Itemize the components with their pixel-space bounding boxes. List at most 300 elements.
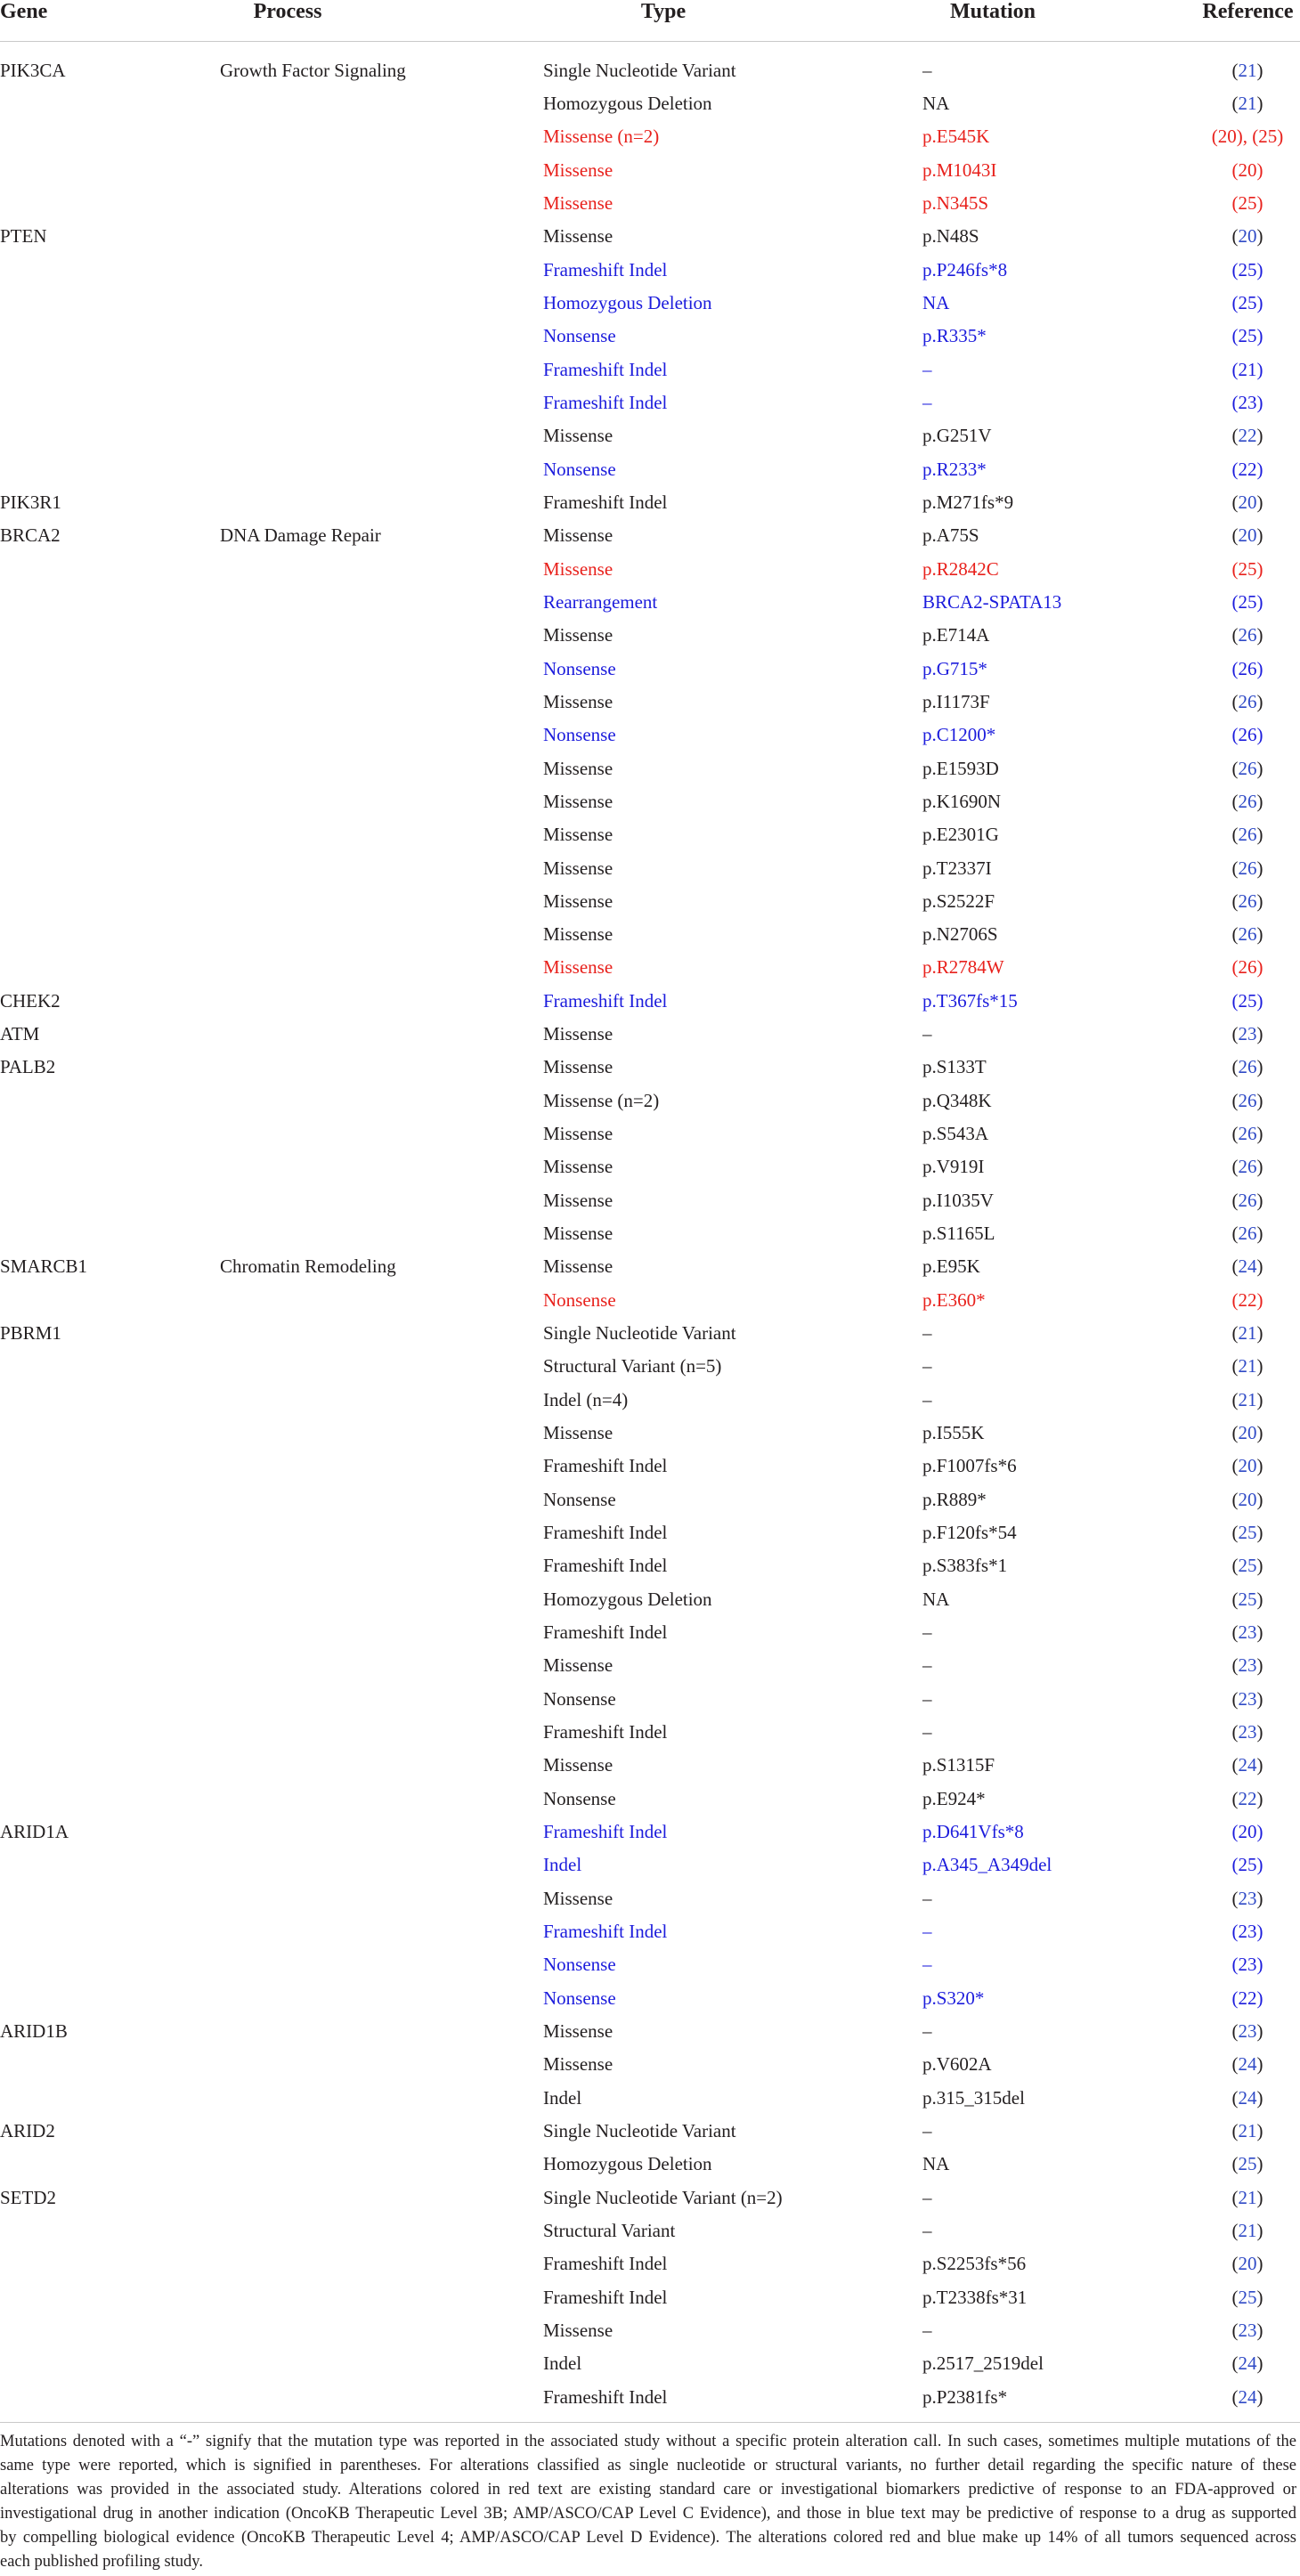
mutation-cell: p.315_315del [922,2086,1025,2109]
citation-number[interactable]: 23 [1238,2319,1257,2341]
reference-link[interactable]: (25) [1231,291,1263,313]
type-cell: Missense [543,191,613,214]
citation-punctuation: ) [1256,1588,1263,1610]
mutation-cell: – [922,1687,932,1710]
type-cell: Rearrangement [543,590,658,613]
citation-punctuation: ( [1231,2319,1239,2341]
citation-punctuation: ( [1231,1388,1239,1410]
type-cell: Frameshift Indel [543,2253,668,2275]
citation-punctuation: ) [1256,2186,1263,2208]
mutation-cell: p.P246fs*8 [922,258,1008,280]
reference-link[interactable]: (25) [1231,325,1263,347]
citation-punctuation: ( [1231,1189,1239,1211]
type-cell: Indel [543,1854,582,1876]
mutation-cell: p.D641Vfs*8 [922,1821,1024,1843]
reference-link[interactable] [1198,686,1296,719]
citation-number[interactable]: 22 [1238,1787,1257,1809]
citation-punctuation: ( [1231,1621,1239,1644]
citation-number[interactable]: 25 [1238,1555,1257,1577]
citation-number[interactable]: 26 [1238,890,1257,912]
citation-number[interactable]: 24 [1238,2086,1257,2109]
table-row [0,486,1300,519]
reference-link[interactable] [1198,1317,1296,1350]
mutation-cell: p.V919I [922,1156,985,1178]
type-cell: Nonsense [543,724,616,746]
reference-link[interactable] [1198,1350,1296,1383]
reference-link[interactable] [1198,519,1296,552]
citation-number[interactable]: 24 [1238,1754,1257,1776]
reference-link[interactable] [1198,818,1296,851]
table-row [0,1317,1300,1350]
citation-number[interactable]: 20 [1238,1488,1257,1510]
citation-number[interactable]: 21 [1238,1322,1257,1345]
citation-number[interactable]: 26 [1238,1223,1257,1245]
citation-punctuation: ( [1231,890,1239,912]
mutation-cell: p.N48S [922,225,979,248]
type-cell: Missense [543,757,613,779]
table-row [0,353,1300,386]
citation-punctuation: ( [1231,1455,1239,1477]
citation-punctuation: ( [1231,1754,1239,1776]
type-cell: Missense [543,1023,613,1045]
type-cell: Homozygous Deletion [543,92,712,114]
mutation-cell: p.R2842C [922,557,999,580]
type-cell: Missense [543,923,613,946]
reference-link[interactable] [1198,2048,1296,2081]
reference-link[interactable] [1198,619,1296,652]
reference-link[interactable]: (23) [1231,1921,1263,1942]
citation-number[interactable]: 21 [1238,59,1257,81]
citation-number[interactable]: 25 [1238,1522,1257,1544]
mutation-cell: p.P2381fs* [922,2385,1008,2408]
table-row [0,1683,1300,1716]
mutation-cell: p.G251V [922,425,992,447]
citation-number[interactable]: 26 [1238,923,1257,946]
table-row [0,1417,1300,1450]
citation-punctuation: ( [1231,1654,1239,1677]
citation-punctuation: ) [1256,225,1263,248]
type-cell: Missense [543,425,613,447]
mutation-cell: p.N345S [922,191,989,214]
citation-number[interactable]: 25 [1238,2153,1257,2175]
citation-punctuation: ) [1256,425,1263,447]
citation-number[interactable]: 20 [1238,1455,1257,1477]
citation-number[interactable]: 23 [1238,1654,1257,1677]
mutation-cell: p.E714A [922,624,990,646]
citation-number[interactable]: 25 [1238,2286,1257,2308]
reference-link[interactable] [1198,1882,1296,1915]
table-row [0,54,1300,87]
process-cell: Growth Factor Signaling [220,59,406,81]
table-row [0,2247,1300,2280]
citation-number[interactable]: 23 [1238,1023,1257,1045]
table-row [0,1915,1300,1948]
type-cell: Homozygous Deletion [543,291,712,313]
citation-number[interactable]: 21 [1238,1355,1257,1377]
citation-punctuation: ) [1256,1056,1263,1078]
citation-number[interactable]: 21 [1238,1388,1257,1410]
reference-link[interactable] [1198,2148,1296,2181]
table-row [0,1549,1300,1582]
mutation-cell: p.E95K [922,1255,980,1278]
table-row [0,1516,1300,1549]
reference-link[interactable] [1198,1516,1296,1549]
citation-punctuation: ( [1231,2153,1239,2175]
header-divider [0,41,1300,42]
mutation-cell: p.K1690N [922,790,1002,812]
mutation-cell: – [922,1954,932,1976]
citation-punctuation: ) [1256,1621,1263,1644]
reference-link[interactable] [1198,2381,1296,2414]
reference-link[interactable] [1198,1184,1296,1217]
reference-link[interactable] [1198,1749,1296,1782]
reference-link[interactable] [1198,1783,1296,1816]
citation-punctuation: ) [1256,1422,1263,1444]
citation-number[interactable]: 26 [1238,690,1257,712]
mutation-cell: p.T2337I [922,857,992,879]
reference-link[interactable] [1198,1051,1296,1084]
table-row [0,1450,1300,1483]
citation-punctuation: ) [1256,59,1263,81]
reference-link[interactable]: (25) [1231,590,1263,613]
table-row [0,1583,1300,1616]
reference-link[interactable] [1198,54,1296,87]
citation-punctuation: ( [1231,491,1239,513]
citation-punctuation: ) [1256,92,1263,114]
mutation-cell: NA [922,1588,950,1610]
citation-punctuation: ) [1256,1355,1263,1377]
mutation-cell: p.R233* [922,458,987,480]
citation-number[interactable]: 23 [1238,1887,1257,1909]
mutation-cell: – [922,1887,932,1909]
table-row [0,287,1300,320]
reference-link[interactable] [1198,220,1296,253]
citation-number[interactable]: 26 [1238,1189,1257,1211]
citation-number[interactable]: 26 [1238,1056,1257,1078]
citation-punctuation: ( [1231,1089,1239,1111]
reference-link[interactable]: (25) [1231,258,1263,280]
gene-cell: PBRM1 [0,1322,61,1345]
citation-punctuation: ( [1231,757,1239,779]
citation-punctuation: ( [1231,1721,1239,1743]
reference-link[interactable]: (22) [1231,458,1263,480]
type-cell: Missense [543,2019,613,2042]
type-cell: Missense [543,1754,613,1776]
header-reference: Reference [1202,0,1294,23]
citation-number[interactable]: 26 [1238,857,1257,879]
citation-number[interactable]: 23 [1238,2019,1257,2042]
citation-punctuation: ) [1256,2286,1263,2308]
type-cell: Missense [543,1156,613,1178]
reference-link[interactable]: (25) [1231,989,1263,1012]
citation-punctuation: ( [1231,2286,1239,2308]
reference-link[interactable]: (20) [1231,1821,1263,1843]
mutation-cell: p.T367fs*15 [922,989,1018,1012]
table-row [0,1749,1300,1782]
type-cell: Structural Variant (n=5) [543,1355,722,1377]
table-row [0,553,1300,586]
mutation-cell: – [922,1322,932,1345]
reference-link[interactable] [1198,2115,1296,2148]
type-cell: Missense [543,1255,613,1278]
citation-number[interactable]: 24 [1238,2385,1257,2408]
type-cell: Indel [543,2353,582,2375]
reference-link[interactable] [1198,1483,1296,1516]
reference-link[interactable] [1198,1549,1296,1582]
table-row [0,1350,1300,1383]
type-cell: Frameshift Indel [543,491,668,513]
reference-link[interactable] [1198,1583,1296,1616]
table-row [0,2082,1300,2115]
citation-punctuation: ( [1231,2053,1239,2076]
table-row [0,1250,1300,1283]
type-cell: Frameshift Indel [543,1455,668,1477]
citation-number[interactable]: 26 [1238,1089,1257,1111]
citation-punctuation: ) [1256,2219,1263,2241]
citation-punctuation: ( [1231,524,1239,547]
type-cell: Frameshift Indel [543,2385,668,2408]
citation-punctuation: ( [1231,2253,1239,2275]
process-cell: DNA Damage Repair [220,524,381,547]
citation-punctuation: ) [1256,2153,1263,2175]
mutation-cell: p.E924* [922,1787,986,1809]
mutation-cell: – [922,2019,932,2042]
citation-number[interactable]: 26 [1238,1123,1257,1145]
citation-punctuation: ) [1256,857,1263,879]
reference-link[interactable] [1198,752,1296,785]
citation-punctuation: ( [1231,1223,1239,1245]
reference-link[interactable]: (25) [1231,1854,1263,1876]
type-cell: Frameshift Indel [543,1821,668,1843]
type-cell: Indel [543,2086,582,2109]
table-row [0,453,1300,486]
type-cell: Missense [543,1422,613,1444]
citation-number[interactable]: 23 [1238,1721,1257,1743]
mutation-cell: p.S2253fs*56 [922,2253,1027,2275]
mutation-cell: – [922,1621,932,1644]
reference-link[interactable] [1198,1716,1296,1749]
reference-link[interactable] [1198,852,1296,885]
reference-link[interactable] [1198,2314,1296,2347]
citation-number[interactable]: 24 [1238,2353,1257,2375]
citation-punctuation: ) [1256,2019,1263,2042]
gene-cell: BRCA2 [0,524,61,547]
gene-cell: ARID1B [0,2019,68,2042]
type-cell: Nonsense [543,325,616,347]
mutation-cell: p.S133T [922,1056,987,1078]
reference-link[interactable]: (22) [1231,1288,1263,1311]
citation-punctuation: ( [1231,1555,1239,1577]
table-row [0,1649,1300,1682]
reference-link[interactable] [1198,2347,1296,2380]
citation-number[interactable]: 22 [1238,425,1257,447]
reference-link[interactable] [1198,2015,1296,2048]
table-row [0,586,1300,619]
citation-punctuation: ) [1256,1687,1263,1710]
reference-link[interactable] [1198,1150,1296,1183]
citation-punctuation: ( [1231,1422,1239,1444]
citation-punctuation: ( [1231,1588,1239,1610]
table-row [0,2115,1300,2148]
type-cell: Missense [543,890,613,912]
gene-cell: PTEN [0,225,47,248]
table-row [0,1982,1300,2015]
mutation-cell: NA [922,291,950,313]
citation-number[interactable]: 26 [1238,790,1257,812]
citation-punctuation: ) [1256,2253,1263,2275]
reference-link[interactable] [1198,1217,1296,1250]
citation-number[interactable]: 24 [1238,2053,1257,2076]
reference-link[interactable]: (22) [1231,1987,1263,2009]
table-row [0,2314,1300,2347]
mutation-cell: – [922,1023,932,1045]
citation-number[interactable]: 21 [1238,2219,1257,2241]
table-row [0,918,1300,951]
citation-number[interactable]: 21 [1238,2186,1257,2208]
citation-number[interactable]: 21 [1238,2119,1257,2141]
reference-link[interactable] [1198,2082,1296,2115]
reference-link[interactable] [1198,87,1296,120]
citation-punctuation: ) [1256,1189,1263,1211]
citation-punctuation: ) [1256,690,1263,712]
reference-link[interactable] [1198,1616,1296,1649]
reference-link[interactable] [1198,2214,1296,2247]
citation-punctuation: ( [1231,624,1239,646]
citation-number[interactable]: 24 [1238,1255,1257,1278]
reference-link[interactable] [1198,1250,1296,1283]
mutation-cell: p.I1035V [922,1189,994,1211]
citation-punctuation: ) [1256,1754,1263,1776]
type-cell: Nonsense [543,458,616,480]
type-cell: Missense [543,790,613,812]
mutation-cell: – [922,1921,932,1942]
reference-link[interactable]: (25) [1231,557,1263,580]
citation-punctuation: ( [1231,1056,1239,1078]
type-cell: Nonsense [543,1687,616,1710]
type-cell: Missense [543,690,613,712]
mutation-cell: p.I1173F [922,690,990,712]
table-row [0,519,1300,552]
type-cell: Missense [543,956,613,979]
citation-punctuation: ) [1256,2119,1263,2141]
citation-number[interactable]: 21 [1238,92,1257,114]
table-row [0,1284,1300,1317]
table-row [0,87,1300,120]
citation-punctuation: ) [1256,2385,1263,2408]
table-row [0,1150,1300,1183]
mutation-cell: – [922,1721,932,1743]
reference-link[interactable] [1198,1384,1296,1417]
gene-cell: SMARCB1 [0,1255,88,1278]
reference-link[interactable] [1198,1649,1296,1682]
citation-punctuation: ( [1231,1023,1239,1045]
mutation-cell: – [922,1355,932,1377]
table-row [0,2347,1300,2380]
table-row [0,419,1300,452]
type-cell: Missense [543,1056,613,1078]
citation-punctuation: ) [1256,1223,1263,1245]
type-cell: Nonsense [543,1787,616,1809]
gene-cell: PALB2 [0,1056,56,1078]
citation-number[interactable]: 20 [1238,1422,1257,1444]
table-row [0,1051,1300,1084]
reference-link[interactable]: (25) [1231,191,1263,214]
reference-link[interactable] [1198,2247,1296,2280]
citation-punctuation: ( [1231,790,1239,812]
reference-link[interactable]: (26) [1231,956,1263,979]
reference-link[interactable] [1198,1417,1296,1450]
reference-link[interactable]: (23) [1231,391,1263,413]
gene-cell: CHEK2 [0,989,61,1012]
footnote-line: alterations was provided in the associated study. Alterations colored in red text are existing standard care or investigational biomarkers predictive of response to an FDA-approved or [0,2481,1296,2499]
table-row [0,1184,1300,1217]
reference-link[interactable]: (20) [1231,158,1263,181]
citation-number[interactable]: 20 [1238,225,1257,248]
mutation-cell: p.E545K [922,126,990,148]
reference-link[interactable] [1198,419,1296,452]
mutation-cell: p.V602A [922,2053,992,2076]
citation-number[interactable]: 26 [1238,624,1257,646]
citation-punctuation: ) [1256,1488,1263,1510]
citation-number[interactable]: 20 [1238,524,1257,547]
type-cell: Missense [543,1189,613,1211]
reference-link[interactable] [1198,2182,1296,2214]
citation-punctuation: ) [1256,1654,1263,1677]
reference-link[interactable] [1198,1018,1296,1051]
reference-link[interactable] [1198,2281,1296,2314]
mutation-cell: – [922,2119,932,2141]
type-cell: Frameshift Indel [543,989,668,1012]
reference-link[interactable] [1198,486,1296,519]
reference-link[interactable] [1198,785,1296,818]
citation-punctuation: ( [1231,1887,1239,1909]
reference-link[interactable] [1198,885,1296,918]
table-row [0,254,1300,287]
citation-number[interactable]: 26 [1238,1156,1257,1178]
reference-link[interactable]: (26) [1231,657,1263,679]
reference-link[interactable]: (26) [1231,724,1263,746]
reference-link[interactable]: (23) [1231,1954,1263,1976]
reference-link[interactable] [1198,1085,1296,1117]
type-cell: Frameshift Indel [543,391,668,413]
citation-number[interactable]: 23 [1238,1687,1257,1710]
process-cell: Chromatin Remodeling [220,1255,396,1278]
citation-punctuation: ( [1231,1355,1239,1377]
citation-number[interactable]: 26 [1238,824,1257,846]
citation-number[interactable]: 20 [1238,491,1257,513]
citation-number[interactable]: 26 [1238,757,1257,779]
reference-link[interactable]: (20), (25) [1211,126,1284,148]
table-row [0,752,1300,785]
reference-link[interactable] [1198,1117,1296,1150]
reference-link[interactable] [1198,918,1296,951]
type-cell: Missense [543,2319,613,2341]
citation-punctuation: ( [1231,225,1239,248]
reference-link[interactable] [1198,1683,1296,1716]
citation-punctuation: ) [1256,624,1263,646]
citation-number[interactable]: 20 [1238,2253,1257,2275]
citation-number[interactable]: 25 [1238,1588,1257,1610]
table-footnote [0,2430,1296,2574]
reference-link[interactable]: (21) [1231,358,1263,380]
citation-punctuation: ( [1231,2019,1239,2042]
mutation-cell: – [922,358,932,380]
table-row [0,885,1300,918]
mutation-cell: p.F1007fs*6 [922,1455,1017,1477]
citation-number[interactable]: 23 [1238,1621,1257,1644]
reference-link[interactable] [1198,1450,1296,1483]
mutation-cell: p.G715* [922,657,987,679]
